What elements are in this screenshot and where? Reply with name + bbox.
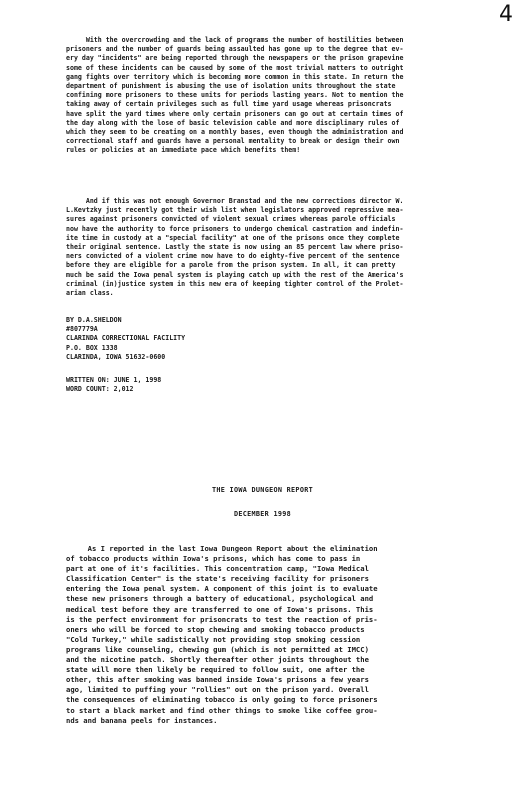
text-line: some of these incidents can be caused by some of the most trivial matters to outright <box>66 63 404 72</box>
text-line: department of punishment is abusing the use of isolation units throughout the state <box>66 82 396 91</box>
page-number: 4 <box>499 2 513 27</box>
text-line: confining more prisoners to these units for periods lasting years. Not to mention the <box>66 91 404 100</box>
report-title: THE IOWA DUNGEON REPORT <box>211 486 314 494</box>
paragraph-tobacco <box>66 544 498 726</box>
text-line: part at one of it's facilities. This concentration camp, "Iowa Medical <box>66 564 369 574</box>
text-line: the day along with the lose of basic television cable and more disciplinary rules of <box>66 118 400 127</box>
text-line: prisoners and the number of guards being assaulted has gone up to the degree that ev- <box>66 45 404 54</box>
text-line: rules or policies at an immediate pace which benefits them! <box>66 146 301 155</box>
text-line: correctional staff and guards have a personal mentality to break or design their own <box>66 137 400 146</box>
text-line: their original sentence. Lastly the state is now using an 85 percent law where priso- <box>66 243 404 252</box>
text-line: With the overcrowding and the lack of programs the number of hostilities between <box>66 36 404 44</box>
text-line: ago, limited to puffing your "rollies" out on the prison yard. Overall <box>66 685 369 695</box>
text-line: sures against prisoners convicted of violent sexual crimes whereas parole officials <box>66 215 396 224</box>
text-line: much be said the Iowa penal system is playing catch up with the rest of the America's <box>66 270 404 279</box>
text-line: ery day "incidents" are being reported through the newspapers or the prison grapevine <box>66 54 404 63</box>
author-signature-block <box>66 316 496 362</box>
text-line: WORD COUNT: 2,012 <box>66 385 134 394</box>
paragraph-overcrowding <box>66 36 496 156</box>
text-line: programs like counseling, chewing gum (which is not permitted at IMCC) <box>66 644 369 654</box>
text-line: oners who will be forced to stop chewing and smoking tobacco products <box>66 624 365 634</box>
text-line: before they are eligible for a parole from the prison system. In all, it can pretty <box>66 261 396 270</box>
text-line: And if this was not enough Governor Branstad and the new corrections director W. <box>66 197 404 205</box>
paragraph-legislation <box>66 197 496 298</box>
text-line: is the perfect environment for prisoncrats to test the reaction of pris- <box>66 614 378 624</box>
text-line: "Cold Turkey," while sadistically not providing stop smoking cession <box>66 634 361 644</box>
text-line: L.Kevtzky just recently got their wish list when legislators approved repressive mea- <box>66 206 404 215</box>
text-line: the consequences of eliminating tobacco is only going to force prisoners <box>66 695 378 705</box>
text-line: P.O. BOX 1338 <box>66 343 118 352</box>
text-line: WRITTEN ON: JUNE 1, 1998 <box>66 376 162 384</box>
text-line: have split the yard times where only certain prisoners can go out at certain times of <box>66 109 404 118</box>
report-date: DECEMBER 1998 <box>233 510 292 518</box>
text-line: entering the Iowa penal system. A component of this joint is to evaluate <box>66 584 378 594</box>
text-line: and the nicotine patch. Shortly thereafter other joints throughout the <box>66 655 369 665</box>
text-line: to start a black market and find other things to smoke like coffee grou- <box>66 705 378 715</box>
text-line: of tobacco products within Iowa's prisons, which has come to pass in <box>66 554 361 564</box>
text-line: criminal (in)justice system in this new era of keeping tighter control of the Prolet- <box>66 279 404 288</box>
text-line: CLARINDA, IOWA 51632-0600 <box>66 352 166 361</box>
text-line: As I reported in the last Iowa Dungeon Report about the elimination <box>66 544 378 553</box>
text-line: these new prisoners through a battery of educational, psychological and <box>66 594 374 604</box>
text-line: other, this after smoking was banned inside Iowa's prisons a few years <box>66 675 369 685</box>
written-info-block <box>66 376 496 394</box>
text-line: ners convicted of a violent crime now have to do eighty-five percent of the sentence <box>66 252 400 261</box>
text-line: #807779A <box>66 325 98 334</box>
text-line: arian class. <box>66 289 114 298</box>
text-line: state will more then likely be required to follow suit, one after the <box>66 665 365 675</box>
text-line: taking away of certain privileges such as full time yard usage whereas prisoncrats <box>66 100 392 109</box>
text-line: gang fights over territory which is becoming more common in this state. In return the <box>66 72 404 81</box>
text-line: Classification Center" is the state's receiving facility for prisoners <box>66 574 369 584</box>
text-line: which they seem to be creating on a monthly bases, even though the administration and <box>66 128 404 137</box>
text-line: BY D.A.SHELDON <box>66 316 122 324</box>
text-line: now have the authority to force prisoners to undergo chemical castration and indefin- <box>66 224 404 233</box>
text-line: medical test before they are transferred to one of Iowa's prisons. This <box>66 604 374 614</box>
text-line: nds and banana peels for instances. <box>66 715 218 725</box>
text-line: ite time in custody at a "special facility" at one of the prisons once they complete <box>66 233 400 242</box>
text-line: CLARINDA CORRECTIONAL FACILITY <box>66 334 186 343</box>
